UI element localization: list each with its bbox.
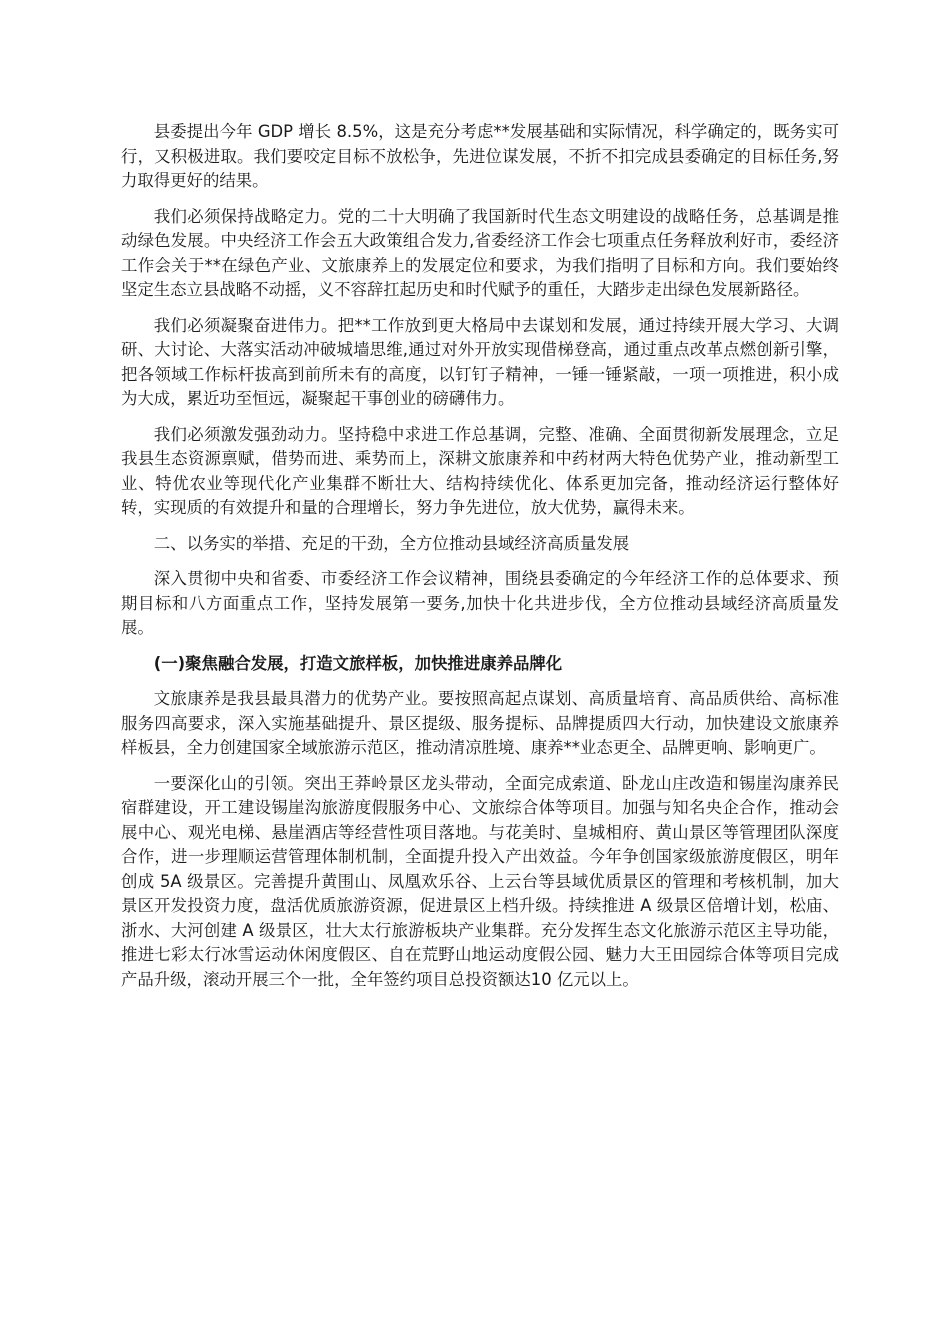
paragraph-strategic-focus: 我们必须保持战略定力。党的二十大明确了我国新时代生态文明建设的战略任务，总基调是推动绿色发展。中央经济工作会五大政策组合发力,省委经济工作会七项重点任务释放利好市，委经济工作会关于**在绿色产业、文旅康养上的发展定位和要求，为我们指明了目标和方向。我们要始终坚定生态立县战略不动摇，义不容辞扛起历史和时代赋予的重任，大踏步走出绿色发展新路径。 bbox=[121, 206, 839, 299]
paragraph-mountain-leadership: 一要深化山的引领。突出王莽岭景区龙头带动，全面完成索道、卧龙山庄改造和锡崖沟康养民宿群建设，开工建设锡崖沟旅游度假服务中心、文旅综合体等项目。加强与知名央企合作，推动会展中心、观光电梯、悬崖酒店等经营性项目落地。与花美时、皇城相府、黄山景区等管理团队深度合作，进一步理顺运营管理体制机制，全面提升投入产出效益。今年争创国家级旅游度假区，明年创成 5A 级景区。完善提升黄围山、凤凰欢乐谷、上云台等县域优质景区的管理和考核机制，加大景区开发投资力度，盘活优质旅游资源，促进景区上档升级。持续推进 A 级景区倍增计划，松庙、浙水、大河创建 A 级景区，壮大太行旅游板块产业集群。充分发挥生态文化旅游示范区主导功能，推进七彩太行冰雪运动休闲度假区、自在荒野山地运动度假公园、魅力大王田园综合体等项目完成产品升级，滚动开展三个一批，全年签约项目总投资额达10 亿元以上。 bbox=[121, 773, 839, 989]
paragraph-collective-strength: 我们必须凝聚奋进伟力。把**工作放到更大格局中去谋划和发展，通过持续开展大学习、大调研、大讨论、大落实活动冲破城墙思维,通过对外开放实现借梯登高，通过重点改革点燃创新引擎，把各领域工作标杆拔高到前所未有的高度，以钉钉子精神，一锤一锤紧敲，一项一项推进，积小成为大成，累近功至恒远，凝聚起干事创业的磅礴伟力。 bbox=[121, 315, 839, 408]
paragraph-cultural-tourism: 文旅康养是我县最具潜力的优势产业。要按照高起点谋划、高质量培育、高品质供给、高标准服务四高要求，深入实施基础提升、景区提级、服务提标、品牌提质四大行动，加快建设文旅康养样板县，全力创建国家全域旅游示范区，推动清凉胜境、康养**业态更全、品牌更响、影响更广。 bbox=[121, 689, 839, 757]
paragraph-gdp-target: 县委提出今年 GDP 增长 8.5%，这是充分考虑**发展基础和实际情况，科学确定的，既务实可行，又积极进取。我们要咬定目标不放松争，先进位谋发展，不折不扣完成县委确定的目标任务,努力取得更好的结果。 bbox=[121, 122, 839, 190]
paragraph-section-intro: 深入贯彻中央和省委、市委经济工作会议精神，围绕县委确定的今年经济工作的总体要求、预期目标和八方面重点工作，坚持发展第一要务,加快十化共进步伐，全方位推动县域经济高质量发展。 bbox=[121, 569, 839, 637]
subsection-heading-1: (一)聚焦融合发展，打造文旅样板，加快推进康养品牌化 bbox=[153, 653, 563, 673]
paragraph-driving-force: 我们必须激发强劲动力。坚持稳中求进工作总基调，完整、准确、全面贯彻新发展理念，立足我县生态资源禀赋，借势而进、乘势而上，深耕文旅康养和中药材两大特色优势产业，推动新型工业、特优农业等现代化产业集群不断壮大、结构持续优化、体系更加完备，推动经济运行整体好转，实现质的有效提升和量的合理增长，努力争先进位，放大优势，赢得未来。 bbox=[121, 424, 839, 517]
section-heading-2: 二、以务实的举措、充足的干劲，全方位推动县域经济高质量发展 bbox=[153, 533, 630, 553]
document-body bbox=[121, 120, 839, 1003]
